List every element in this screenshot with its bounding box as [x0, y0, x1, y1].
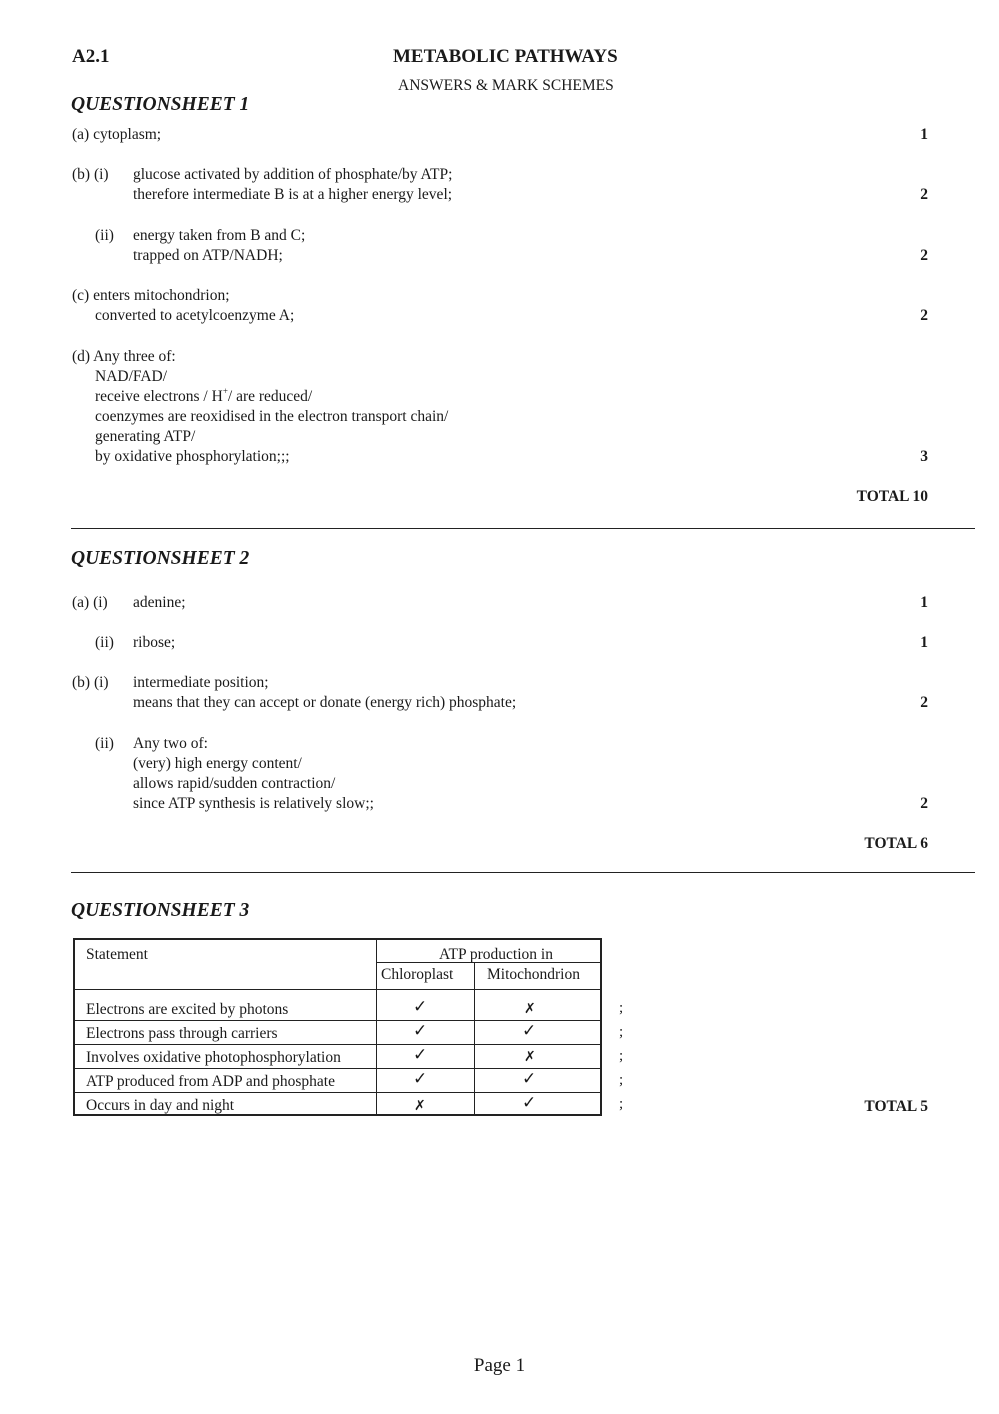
qs1-a-mark: 1 — [920, 126, 928, 143]
table-header-group: ATP production in — [439, 946, 553, 963]
questionsheet-1-heading: QUESTIONSHEET 1 — [71, 94, 250, 115]
qs2-a-i-mark: 1 — [920, 594, 928, 611]
check-mark-icon: ✓ — [413, 997, 428, 1017]
check-mark-icon: ✓ — [413, 1069, 428, 1089]
qs1-d-line3: receive electrons / H+/ are reduced/ — [95, 386, 313, 405]
qs2-b-i-label: (b) (i) — [72, 674, 109, 691]
table-row-statement: Occurs in day and night — [86, 1097, 235, 1114]
qs1-b-ii-line2: trapped on ATP/NADH; — [133, 247, 283, 264]
qs1-b-i-label: (b) (i) — [72, 166, 109, 183]
check-mark-icon: ✓ — [413, 1045, 428, 1065]
qs1-total: TOTAL 10 — [856, 488, 928, 505]
row-mark-semicolon: ; — [619, 1048, 624, 1064]
cross-mark-icon: ✗ — [414, 1098, 426, 1114]
cross-mark-icon: ✗ — [524, 1001, 536, 1017]
cross-mark-icon: ✗ — [524, 1049, 536, 1065]
document-code: A2.1 — [72, 46, 110, 67]
qs1-b-ii-mark: 2 — [920, 247, 928, 264]
qs2-a-ii-text: ribose; — [133, 634, 176, 651]
qs1-b-i-mark: 2 — [920, 186, 928, 203]
document-title: METABOLIC PATHWAYS — [393, 46, 618, 67]
document-subtitle: ANSWERS & MARK SCHEMES — [398, 77, 614, 94]
qs2-a-ii-mark: 1 — [920, 634, 928, 651]
qs2-a-i-label: (a) (i) — [72, 594, 108, 611]
qs3-total: TOTAL 5 — [864, 1098, 928, 1115]
qs2-b-i-line2: means that they can accept or donate (energy rich) phosphate; — [133, 694, 517, 711]
qs1-b-ii-label: (ii) — [95, 227, 114, 244]
qs2-a-i-text: adenine; — [133, 594, 186, 611]
table-row-statement: ATP produced from ADP and phosphate — [86, 1073, 335, 1090]
qs2-b-ii-line1: Any two of: — [133, 735, 208, 752]
table-header-chloroplast: Chloroplast — [381, 966, 454, 983]
qs2-b-ii-line2: (very) high energy content/ — [133, 755, 302, 772]
qs2-b-ii-line4: since ATP synthesis is relatively slow;; — [133, 795, 374, 812]
qs2-b-ii-line3: allows rapid/sudden contraction/ — [133, 775, 336, 792]
check-mark-icon: ✓ — [522, 1093, 537, 1113]
section-divider — [71, 528, 975, 529]
table-row-statement: Involves oxidative photophosphorylation — [86, 1049, 341, 1066]
qs1-d-line2: NAD/FAD/ — [95, 368, 168, 385]
qs1-c-line2: converted to acetylcoenzyme A; — [95, 307, 295, 324]
table-divider — [376, 940, 377, 1116]
qs1-c-mark: 2 — [920, 307, 928, 324]
qs2-b-i-mark: 2 — [920, 694, 928, 711]
qs1-c-line1: (c) enters mitochondrion; — [72, 287, 230, 304]
qs2-a-ii-label: (ii) — [95, 634, 114, 651]
qs1-d-line6: by oxidative phosphorylation;;; — [95, 448, 290, 465]
qs2-b-ii-label: (ii) — [95, 735, 114, 752]
questionsheet-2-heading: QUESTIONSHEET 2 — [71, 548, 250, 569]
table-row-statement: Electrons pass through carriers — [86, 1025, 278, 1042]
row-mark-semicolon: ; — [619, 1096, 624, 1112]
qs1-b-ii-line1: energy taken from B and C; — [133, 227, 306, 244]
qs1-a-answer: (a) cytoplasm; — [72, 126, 162, 143]
qs1-d-line4: coenzymes are reoxidised in the electron transport chain/ — [95, 408, 449, 425]
check-mark-icon: ✓ — [522, 1069, 537, 1089]
qs1-b-i-line1: glucose activated by addition of phosphate/by ATP; — [133, 166, 453, 183]
qs1-d-line1: (d) Any three of: — [72, 348, 176, 365]
qs1-d-mark: 3 — [920, 448, 928, 465]
check-mark-icon: ✓ — [522, 1021, 537, 1041]
table-divider — [75, 989, 602, 990]
qs1-d-line5: generating ATP/ — [95, 428, 196, 445]
row-mark-semicolon: ; — [619, 1024, 624, 1040]
qs1-b-i-line2: therefore intermediate B is at a higher energy level; — [133, 186, 453, 203]
row-mark-semicolon: ; — [619, 1072, 624, 1088]
qs2-b-i-line1: intermediate position; — [133, 674, 269, 691]
check-mark-icon: ✓ — [413, 1021, 428, 1041]
table-row-statement: Electrons are excited by photons — [86, 1001, 289, 1018]
table-divider — [75, 1044, 602, 1045]
table-header-statement: Statement — [86, 946, 148, 963]
table-header-mitochondrion: Mitochondrion — [487, 966, 580, 983]
atp-production-table — [73, 938, 602, 1116]
section-divider — [71, 872, 975, 873]
questionsheet-3-heading: QUESTIONSHEET 3 — [71, 900, 250, 921]
qs2-b-ii-mark: 2 — [920, 795, 928, 812]
qs2-total: TOTAL 6 — [864, 835, 928, 852]
row-mark-semicolon: ; — [619, 1000, 624, 1016]
page-number: Page 1 — [473, 1355, 526, 1376]
